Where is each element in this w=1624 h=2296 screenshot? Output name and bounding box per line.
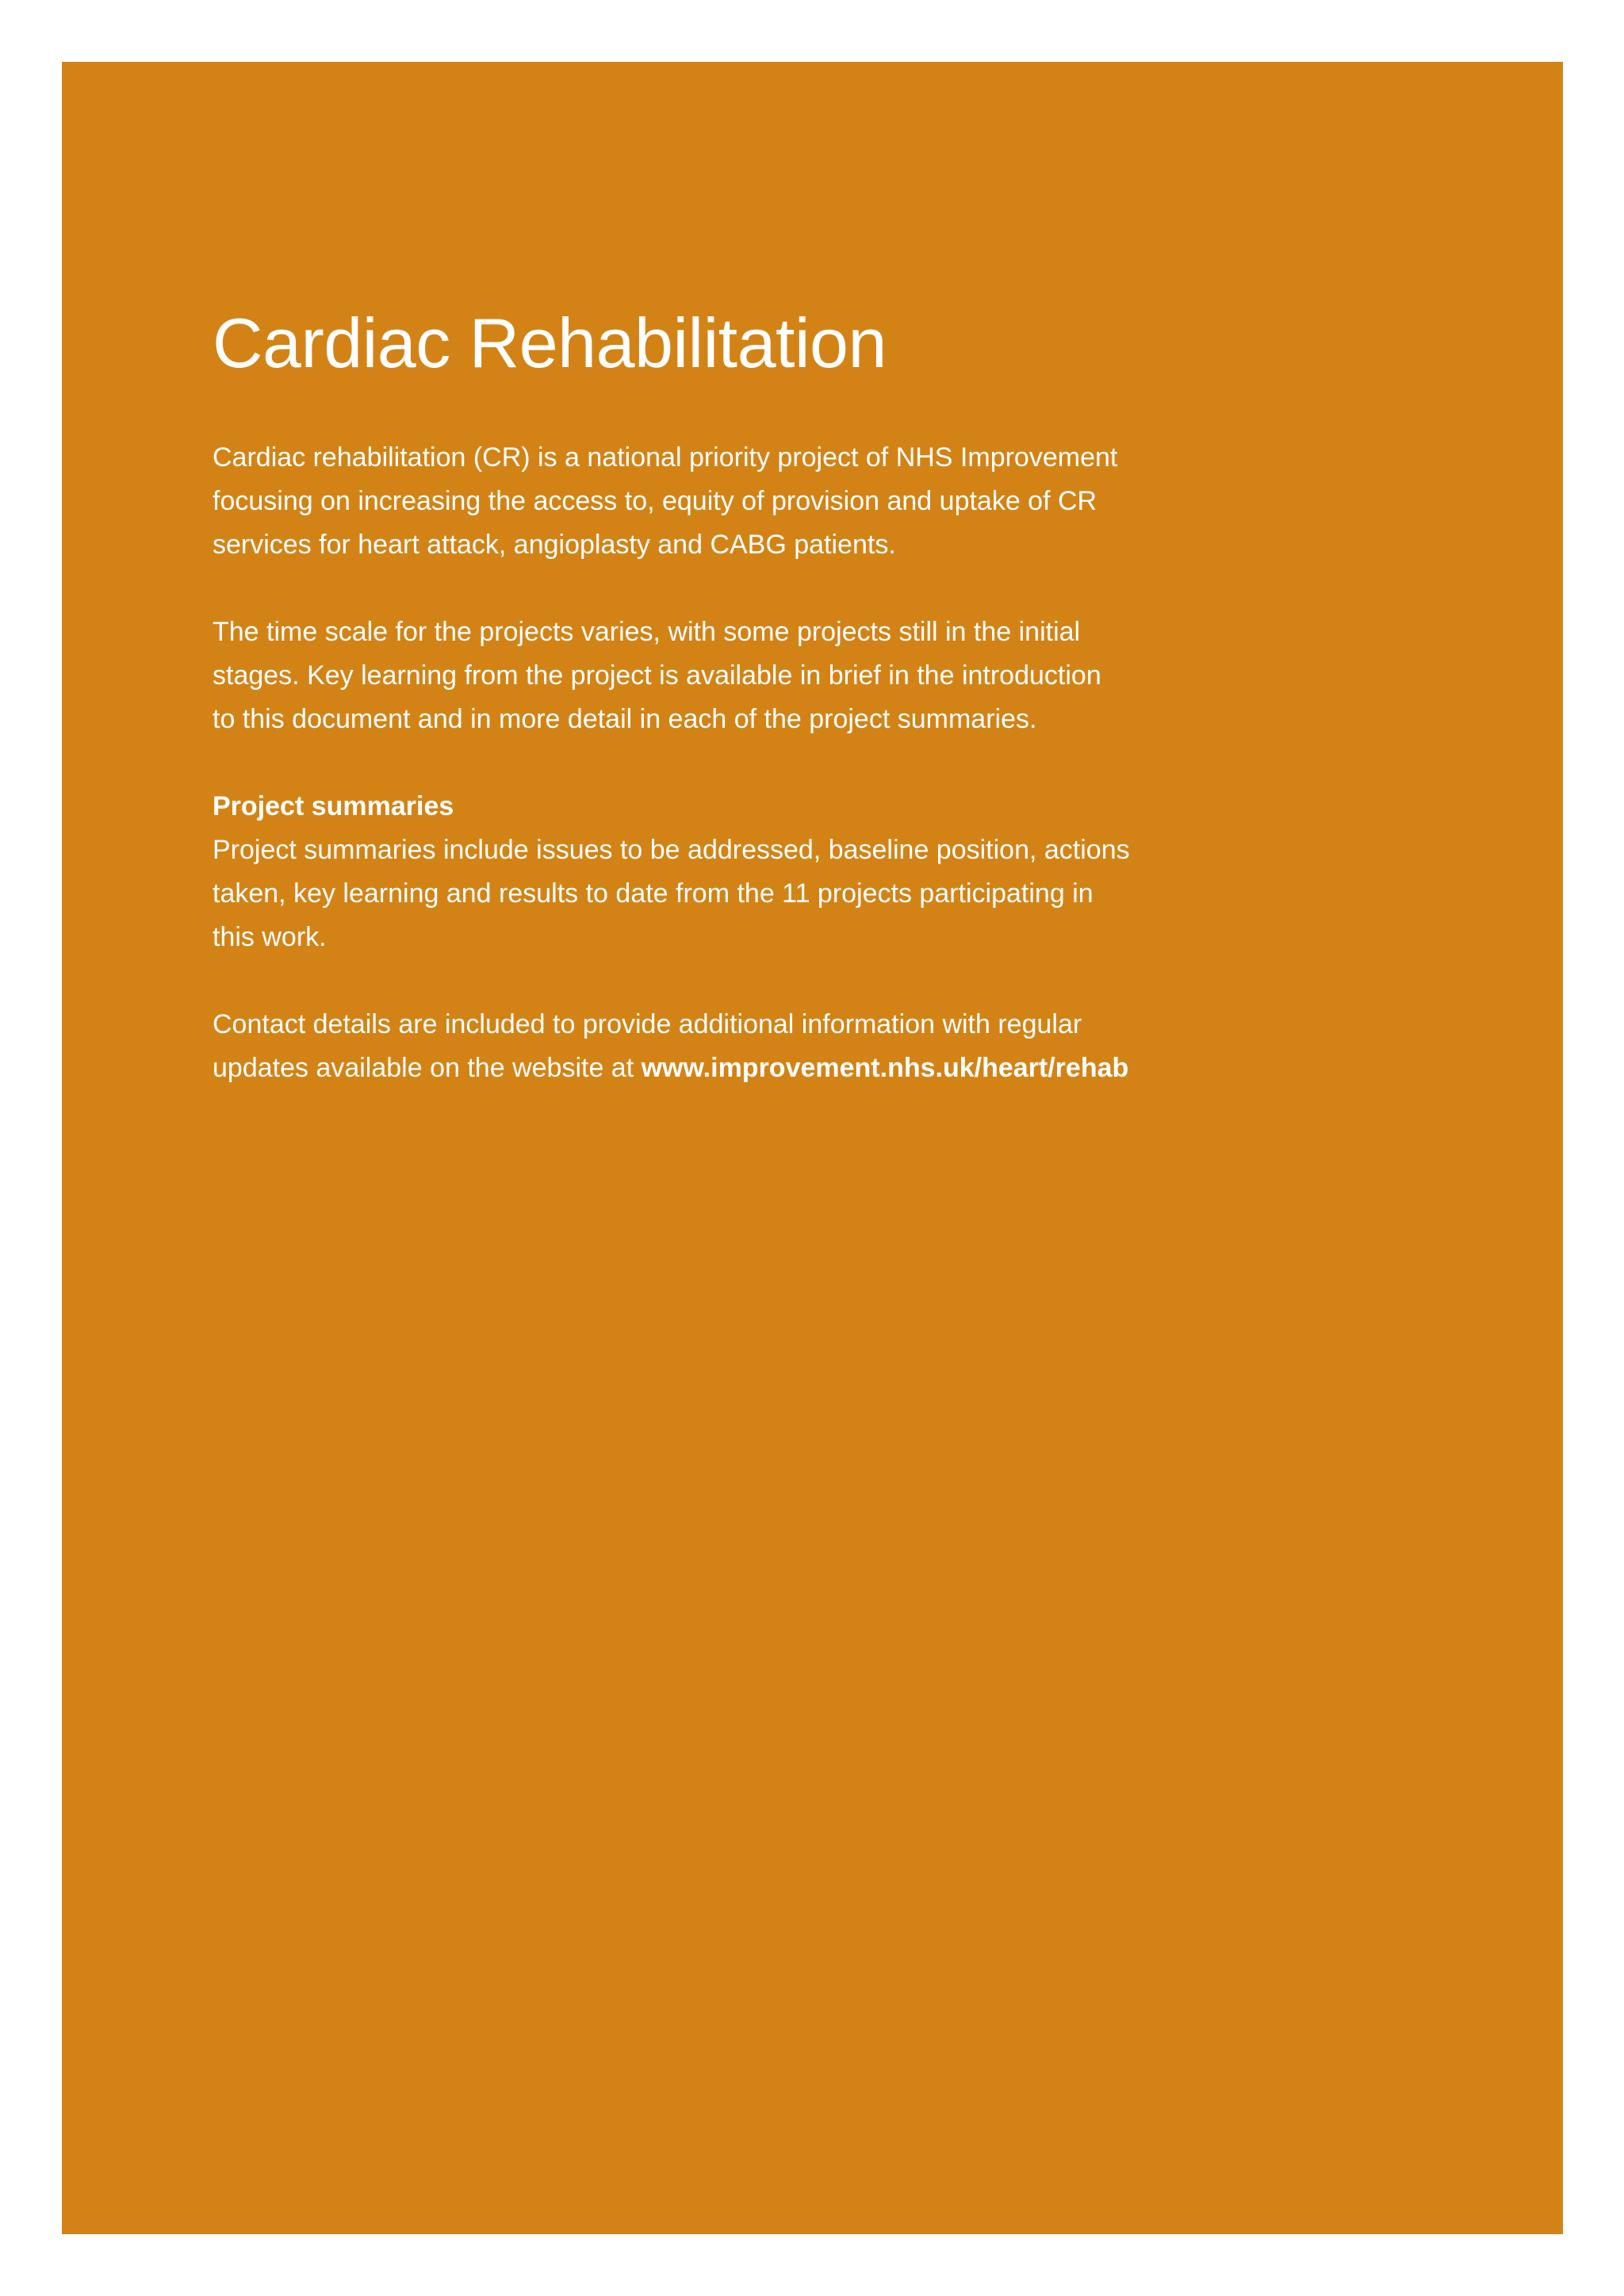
text-line: services for heart attack, angioplasty and CABG patients.	[213, 529, 896, 560]
page-content	[213, 305, 1243, 1134]
text-line: Project summaries include issues to be addressed, baseline position, actions	[213, 834, 1130, 865]
text-line: focusing on increasing the access to, equity of provision and uptake of CR	[213, 485, 1097, 516]
website-link[interactable]: www.improvement.nhs.uk/heart/rehab	[641, 1052, 1129, 1083]
timescale-paragraph	[213, 610, 1243, 741]
text-line: this work.	[213, 921, 327, 952]
text-line: to this document and in more detail in each of the project summaries.	[213, 703, 1037, 734]
section-heading: Project summaries	[213, 790, 454, 821]
text-line: Contact details are included to provide additional information with regular	[213, 1008, 1082, 1039]
text-line: Cardiac rehabilitation (CR) is a national priority project of NHS Improvement	[213, 442, 1118, 473]
contact-paragraph	[213, 1003, 1243, 1090]
page-title: Cardiac Rehabilitation	[213, 304, 887, 382]
contact-prefix: updates available on the website at	[213, 1052, 642, 1083]
text-line: stages. Key learning from the project is available in brief in the introduction	[213, 660, 1101, 691]
intro-paragraph	[213, 436, 1243, 567]
summaries-section	[213, 785, 1243, 959]
text-line: The time scale for the projects varies, with some projects still in the initial	[213, 616, 1081, 647]
text-line	[213, 1047, 1243, 1090]
text-line: taken, key learning and results to date from the 11 projects participating in	[213, 878, 1094, 909]
